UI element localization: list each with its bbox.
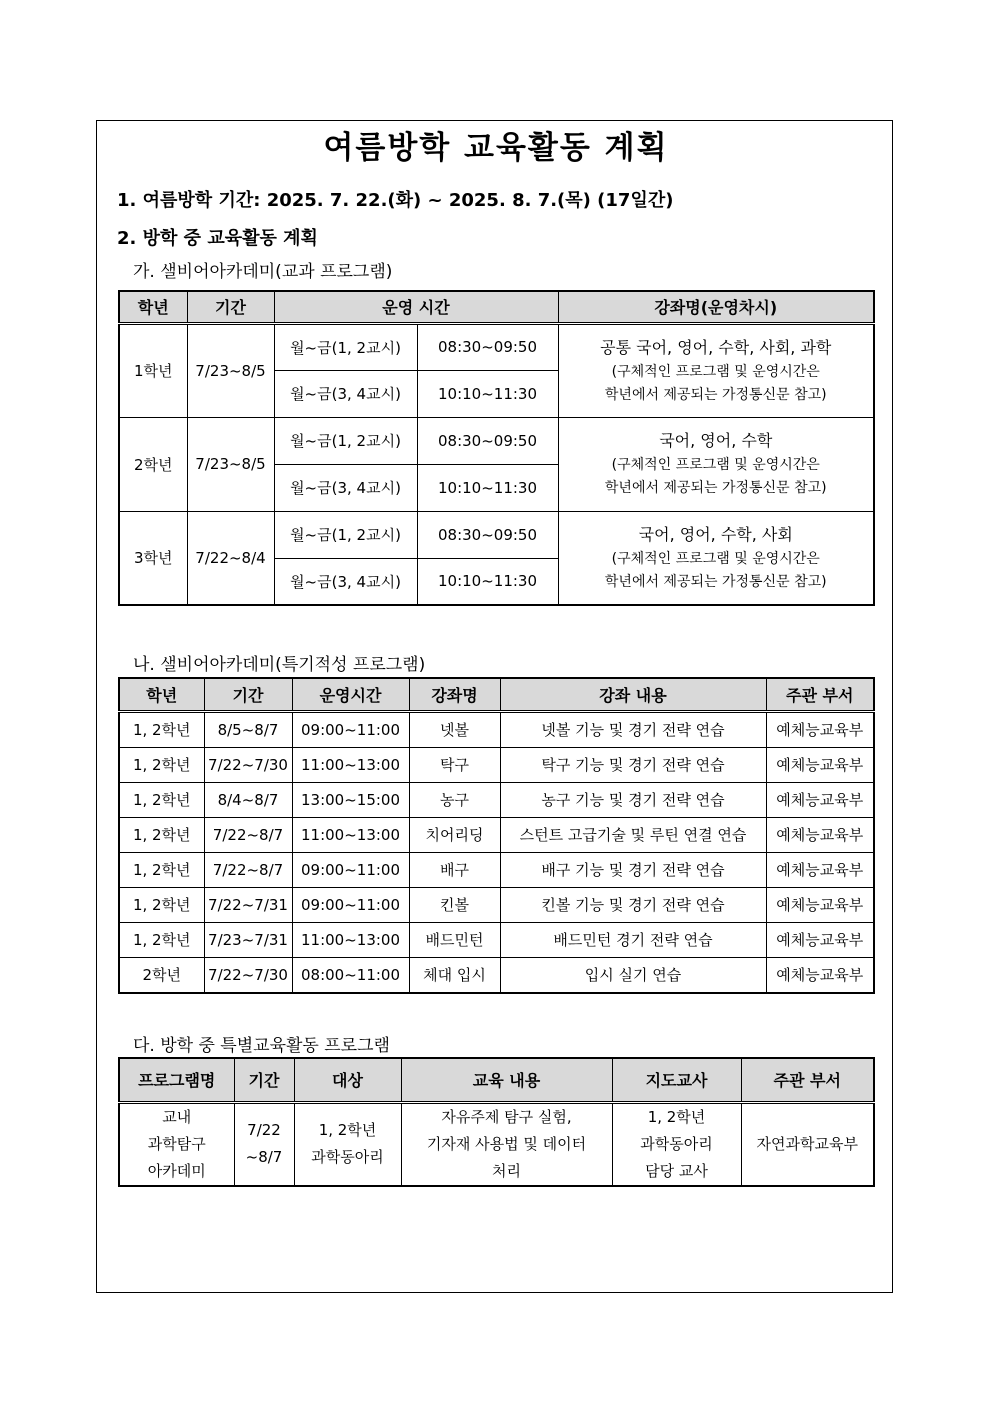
header-teacher: 지도교사 <box>612 1058 741 1102</box>
header-period: 기간 <box>187 291 274 323</box>
course-cell: 배드민턴 <box>409 922 500 957</box>
time-cell: 08:00~11:00 <box>292 957 409 993</box>
time-cell: 09:00~11:00 <box>292 711 409 747</box>
period-cell: 7/22~8/7 <box>204 852 292 887</box>
slot-cell: 월~금(3, 4교시) <box>274 464 417 511</box>
dept-cell: 예체능교육부 <box>766 957 874 993</box>
period-cell: 7/22~7/31 <box>204 887 292 922</box>
period-cell: 7/23~8/5 <box>187 323 274 417</box>
header-dept: 주관 부서 <box>766 678 874 711</box>
dept-cell: 예체능교육부 <box>766 817 874 852</box>
header-time: 운영시간 <box>292 678 409 711</box>
section-2-heading: 2. 방학 중 교육활동 계획 <box>117 228 318 249</box>
program-name-cell <box>119 1102 234 1186</box>
teacher-line: 담당 교사 <box>645 1161 708 1180</box>
header-period: 기간 <box>234 1058 294 1102</box>
slot-cell: 월~금(1, 2교시) <box>274 417 417 464</box>
grade-cell: 3학년 <box>119 511 187 605</box>
dept-cell: 예체능교육부 <box>766 852 874 887</box>
slot-cell: 월~금(3, 4교시) <box>274 370 417 417</box>
time-cell: 10:10~11:30 <box>417 370 558 417</box>
table-row <box>119 511 874 558</box>
slot-cell: 월~금(1, 2교시) <box>274 323 417 370</box>
program-name-line: 과학탐구 <box>147 1134 206 1153</box>
program-name-line: 교내 <box>162 1107 192 1126</box>
dept-cell: 예체능교육부 <box>766 922 874 957</box>
table-row <box>119 922 874 957</box>
course-name: 공통 국어, 영어, 수학, 사회, 과학 <box>600 337 832 357</box>
period-cell: 7/22~7/30 <box>204 957 292 993</box>
header-course: 강좌명 <box>409 678 500 711</box>
program-name-line: 아카데미 <box>147 1161 206 1180</box>
course-cell <box>558 323 874 417</box>
time-cell: 13:00~15:00 <box>292 782 409 817</box>
period-line: ~8/7 <box>245 1148 283 1167</box>
content-cell: 탁구 기능 및 경기 전략 연습 <box>500 747 766 782</box>
period-cell <box>234 1102 294 1186</box>
period-cell: 7/22~8/7 <box>204 817 292 852</box>
grade-cell: 1, 2학년 <box>119 817 204 852</box>
header-course: 강좌명(운영차시) <box>558 291 874 323</box>
time-cell: 09:00~11:00 <box>292 852 409 887</box>
course-cell: 체대 입시 <box>409 957 500 993</box>
course-cell: 치어리딩 <box>409 817 500 852</box>
content-cell: 스턴트 고급기술 및 루틴 연결 연습 <box>500 817 766 852</box>
dept-cell: 예체능교육부 <box>766 747 874 782</box>
period-cell: 8/5~8/7 <box>204 711 292 747</box>
course-cell: 넷볼 <box>409 711 500 747</box>
header-dept: 주관 부서 <box>741 1058 874 1102</box>
dept-cell: 예체능교육부 <box>766 887 874 922</box>
period-cell: 7/22~7/30 <box>204 747 292 782</box>
content-line: 자유주제 탐구 실험, <box>441 1107 572 1126</box>
part-b-heading: 나. 샐비어아카데미(특기적성 프로그램) <box>133 655 426 675</box>
teacher-cell <box>612 1102 741 1186</box>
part-a-heading: 가. 샐비어아카데미(교과 프로그램) <box>133 262 393 282</box>
table-row <box>119 817 874 852</box>
content-cell <box>401 1102 612 1186</box>
course-note: 학년에서 제공되는 가정통신문 참고) <box>604 573 827 590</box>
content-cell: 넷볼 기능 및 경기 전략 연습 <box>500 711 766 747</box>
course-cell <box>558 511 874 605</box>
course-cell: 농구 <box>409 782 500 817</box>
grade-cell: 1, 2학년 <box>119 782 204 817</box>
header-period: 기간 <box>204 678 292 711</box>
course-note: 학년에서 제공되는 가정통신문 참고) <box>604 386 827 403</box>
slot-cell: 월~금(3, 4교시) <box>274 558 417 605</box>
table-row <box>119 887 874 922</box>
header-time: 운영 시간 <box>274 291 558 323</box>
table-row <box>119 747 874 782</box>
aptitude-program-table <box>118 677 875 994</box>
time-cell: 08:30~09:50 <box>417 511 558 558</box>
time-cell: 09:00~11:00 <box>292 887 409 922</box>
grade-cell: 1학년 <box>119 323 187 417</box>
table-row <box>119 323 874 370</box>
table-row <box>119 957 874 993</box>
header-target: 대상 <box>294 1058 401 1102</box>
target-cell <box>294 1102 401 1186</box>
time-cell: 10:10~11:30 <box>417 558 558 605</box>
period-line: 7/22 <box>247 1121 281 1140</box>
course-name: 국어, 영어, 수학 <box>659 431 773 450</box>
course-note: 학년에서 제공되는 가정통신문 참고) <box>604 480 827 496</box>
dept-cell: 예체능교육부 <box>766 711 874 747</box>
content-cell: 킨볼 기능 및 경기 전략 연습 <box>500 887 766 922</box>
course-note: (구체적인 프로그램 및 운영시간은 <box>611 457 820 473</box>
content-line: 기자재 사용법 및 데이터 <box>426 1134 587 1153</box>
grade-cell: 1, 2학년 <box>119 711 204 747</box>
period-cell: 7/23~7/31 <box>204 922 292 957</box>
table-row <box>119 782 874 817</box>
header-grade: 학년 <box>119 678 204 711</box>
course-cell: 배구 <box>409 852 500 887</box>
grade-cell: 1, 2학년 <box>119 887 204 922</box>
grade-cell: 2학년 <box>119 957 204 993</box>
time-cell: 11:00~13:00 <box>292 747 409 782</box>
time-cell: 10:10~11:30 <box>417 464 558 511</box>
course-note: (구체적인 프로그램 및 운영시간은 <box>611 363 820 380</box>
grade-cell: 1, 2학년 <box>119 922 204 957</box>
table-row <box>119 711 874 747</box>
content-cell: 배구 기능 및 경기 전략 연습 <box>500 852 766 887</box>
header-content: 강좌 내용 <box>500 678 766 711</box>
content-cell: 입시 실기 연습 <box>500 957 766 993</box>
part-c-heading: 다. 방학 중 특별교육활동 프로그램 <box>133 1036 390 1056</box>
period-cell: 8/4~8/7 <box>204 782 292 817</box>
header-content: 교육 내용 <box>401 1058 612 1102</box>
table-row <box>119 852 874 887</box>
grade-cell: 1, 2학년 <box>119 852 204 887</box>
time-cell: 11:00~13:00 <box>292 817 409 852</box>
teacher-line: 과학동아리 <box>640 1134 713 1153</box>
header-grade: 학년 <box>119 291 187 323</box>
time-cell: 08:30~09:50 <box>417 417 558 464</box>
table-row <box>119 1102 874 1186</box>
header-program: 프로그램명 <box>119 1058 234 1102</box>
grade-cell: 2학년 <box>119 417 187 511</box>
subject-program-table <box>118 290 875 606</box>
course-cell: 킨볼 <box>409 887 500 922</box>
dept-cell: 예체능교육부 <box>766 782 874 817</box>
slot-cell: 월~금(1, 2교시) <box>274 511 417 558</box>
content-cell: 배드민턴 경기 전략 연습 <box>500 922 766 957</box>
period-cell: 7/22~8/4 <box>187 511 274 605</box>
table-row <box>119 417 874 464</box>
content-line: 처리 <box>492 1161 521 1180</box>
teacher-line: 1, 2학년 <box>647 1107 706 1126</box>
page-title: 여름방학 교육활동 계획 <box>323 130 669 166</box>
grade-cell: 1, 2학년 <box>119 747 204 782</box>
target-line: 1, 2학년 <box>318 1121 377 1140</box>
course-note: (구체적인 프로그램 및 운영시간은 <box>611 550 820 567</box>
time-cell: 11:00~13:00 <box>292 922 409 957</box>
content-cell: 농구 기능 및 경기 전략 연습 <box>500 782 766 817</box>
time-cell: 08:30~09:50 <box>417 323 558 370</box>
section-1-period: 1. 여름방학 기간: 2025. 7. 22.(화) ~ 2025. 8. 7.(목) (17일간) <box>117 190 674 211</box>
course-name: 국어, 영어, 수학, 사회 <box>638 524 793 544</box>
course-cell: 탁구 <box>409 747 500 782</box>
special-program-table <box>118 1057 875 1187</box>
target-line: 과학동아리 <box>311 1148 384 1167</box>
dept-cell: 자연과학교육부 <box>741 1102 874 1186</box>
course-cell <box>558 417 874 511</box>
period-cell: 7/23~8/5 <box>187 417 274 511</box>
